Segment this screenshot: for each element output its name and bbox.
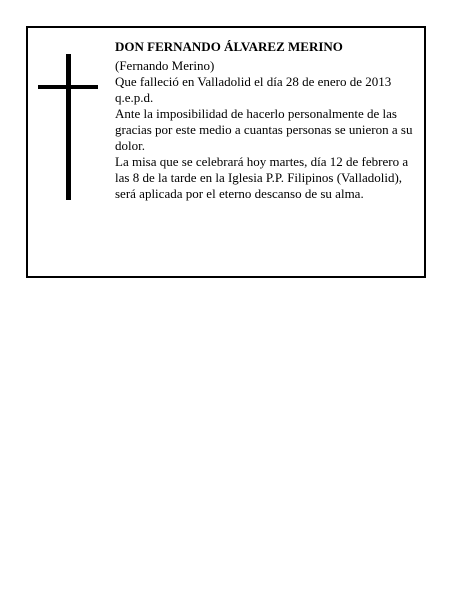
mass-announcement: La misa que se celebrará hoy martes, día 12 de febrero a las 8 de la tarde en la Iglesia P.P. Filipinos (Valladolid), será aplicada por el eterno descanso de su alma. — [115, 154, 409, 201]
death-statement: Que falleció en Valladolid el día 28 de enero de 2013 — [115, 74, 392, 89]
thanks-paragraph: Ante la imposibilidad de hacerlo personalmente de las gracias por este medio a cuantas personas se unieron a su dolor. — [115, 106, 413, 153]
deceased-alias: (Fernando Merino) — [115, 58, 215, 73]
rip-abbreviation: q.e.p.d. — [115, 90, 154, 105]
obituary-notice — [26, 26, 426, 278]
deceased-name: DON FERNANDO ÁLVAREZ MERINO — [115, 39, 343, 54]
cross-icon — [38, 54, 98, 200]
notice-body — [115, 39, 420, 202]
